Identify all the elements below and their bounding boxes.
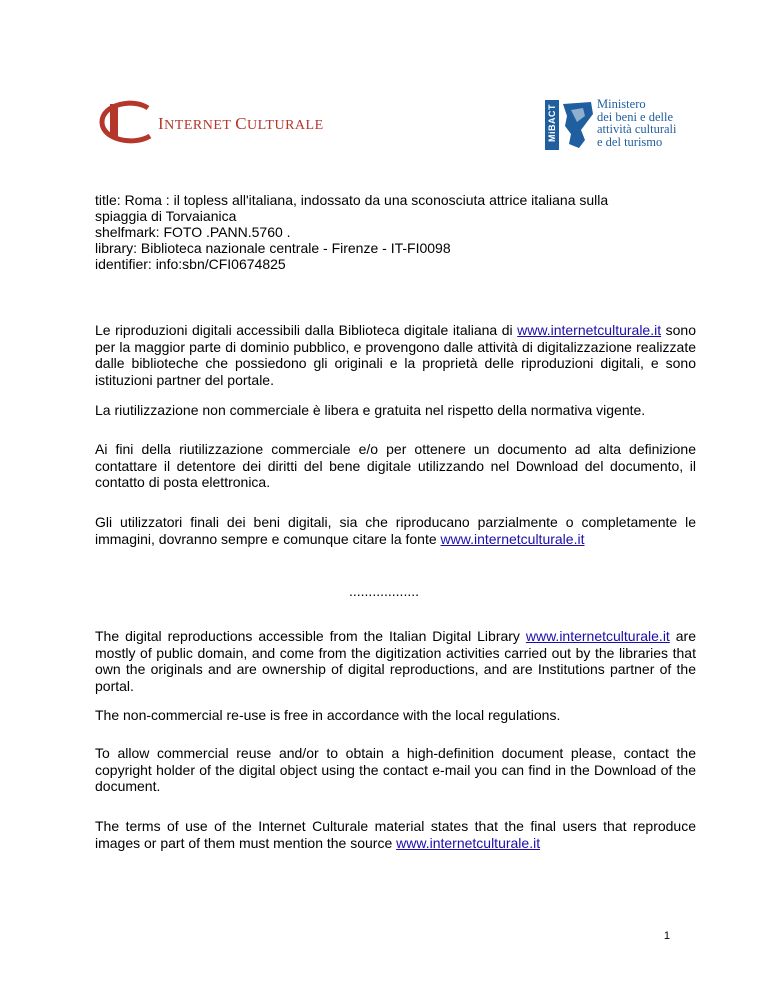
it-paragraph-4: Gli utilizzatori finali dei beni digitali, sia che riproducano parzialmente o completamente le immagini, dovranno sempre e comunque citare la fonte www.internetculturale.it bbox=[95, 514, 696, 547]
it-paragraph-1: Le riproduzioni digitali accessibili dalla Biblioteca digitale italiana di www.internetculturale.it sono per la maggior parte di dominio pubblico, e provengono dalle attività di digitalizzazione realizzate dalle biblioteche che possiedono gli originali e la proprietà delle riproduzioni digitali, e sono istituzioni partner del portale. bbox=[95, 322, 697, 388]
page-number: 1 bbox=[663, 930, 670, 942]
meta-shelfmark: shelfmark: FOTO .PANN.5760 . bbox=[95, 224, 291, 240]
italy-map-icon bbox=[561, 100, 595, 150]
meta-title-cont: spiaggia di Torvaianica bbox=[95, 208, 237, 224]
it-link-1[interactable]: www.internetculturale.it bbox=[517, 322, 662, 338]
mibact-line-4: e del turismo bbox=[597, 134, 663, 149]
separator: .................. bbox=[348, 583, 419, 599]
ic-logo-mark-icon bbox=[96, 100, 154, 144]
ic-wordmark: INTERNET CULTURALE bbox=[158, 114, 324, 133]
mibact-line-1: Ministero bbox=[597, 97, 646, 111]
internet-culturale-logo bbox=[96, 100, 324, 144]
mibact-logo bbox=[545, 98, 695, 152]
en-paragraph-4: The terms of use of the Internet Culturale material states that the final users that reproduce images or part of them must mention the source www.internetculturale.it bbox=[95, 818, 696, 851]
metadata-block bbox=[95, 192, 685, 272]
en-link-2[interactable]: www.internetculturale.it bbox=[396, 834, 541, 851]
mibact-line-3: attività culturali bbox=[597, 122, 677, 136]
en-paragraph-3: To allow commercial reuse and/or to obtain a high-definition document please, contact the copyright holder of the digital object using the contact e-mail you can find in the Download of the document. bbox=[95, 745, 696, 794]
mibact-line-2: dei beni e delle bbox=[597, 109, 674, 124]
it-paragraph-3: Ai fini della riutilizzazione commerciale e/o per ottenere un documento ad alta definizione contattare il detentore dei diritti del bene digitale utilizzando nel Download del documento, il contatto di posta elettronica. bbox=[95, 441, 696, 490]
en-paragraph-2: The non-commercial re-use is free in accordance with the local regulations. bbox=[95, 707, 561, 723]
en-link-1[interactable]: www.internetculturale.it bbox=[525, 628, 670, 644]
en-paragraph-1: The digital reproductions accessible from the Italian Digital Library www.internetculturale.it are mostly of public domain, and come from the digitization activities carried out by the libraries that own the originals and are ownership of digital reproductions, and are Institutions partner of the portal. bbox=[95, 628, 697, 694]
mibact-name bbox=[597, 98, 677, 148]
it-link-2[interactable]: www.internetculturale.it bbox=[440, 530, 585, 547]
meta-identifier: identifier: info:sbn/CFI0674825 bbox=[95, 256, 286, 272]
meta-library: library: Biblioteca nazionale centrale - Firenze - IT-FI0098 bbox=[95, 240, 451, 256]
it-paragraph-2: La riutilizzazione non commerciale è libera e gratuita nel rispetto della normativa vigente. bbox=[95, 402, 646, 418]
mibact-vertical-text: MiBACT bbox=[547, 104, 557, 142]
meta-title: title: Roma : il topless all'italiana, indossato da una sconosciuta attrice italiana sulla bbox=[95, 192, 609, 208]
